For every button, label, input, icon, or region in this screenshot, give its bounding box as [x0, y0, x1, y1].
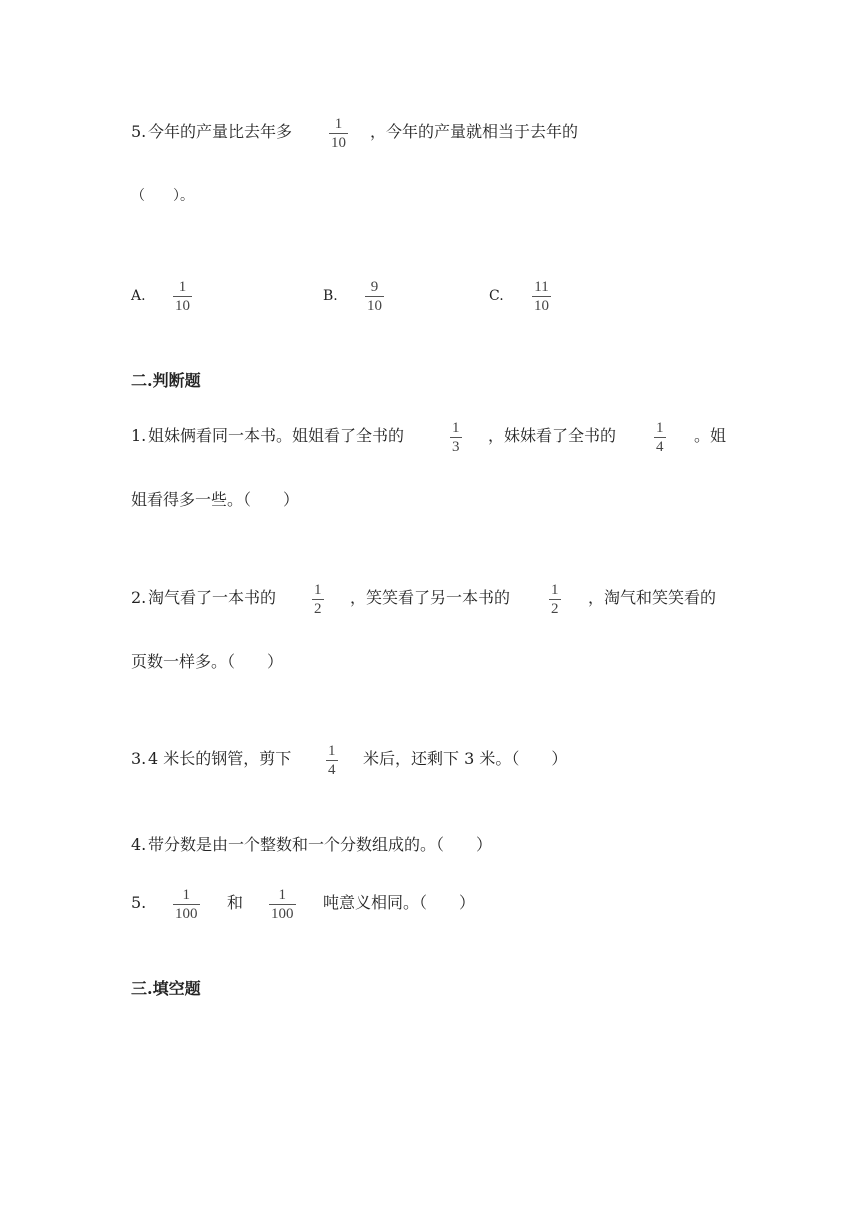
option-label-b: B. — [323, 288, 338, 304]
question-text: 带分数是由一个整数和一个分数组成的。（ ） — [148, 835, 493, 854]
fraction-numerator: 11 — [534, 279, 549, 295]
fraction-denominator: 10 — [367, 298, 382, 314]
question-number: 5. — [131, 122, 147, 141]
option-label-a: A. — [131, 288, 146, 304]
fraction-denominator: 10 — [175, 298, 190, 314]
fraction-denominator: 100 — [271, 906, 294, 922]
question-number: 5. — [131, 893, 147, 912]
fraction-denominator: 4 — [656, 439, 664, 455]
question-text: 页数一样多。（ ） — [131, 652, 284, 671]
fraction-denominator: 2 — [551, 601, 559, 617]
question-text: 吨意义相同。（ ） — [323, 893, 476, 912]
fraction — [549, 582, 561, 617]
fraction-numerator: 1 — [178, 279, 187, 295]
option-c-fraction — [532, 279, 551, 314]
question-text: 米后，还剩下 3 米。（ ） — [363, 749, 568, 768]
question-text: 4 米长的钢管，剪下 — [148, 749, 292, 768]
fraction — [312, 582, 324, 617]
question-text: ，淘气和笑笑看的 — [588, 588, 717, 607]
fraction — [450, 420, 462, 455]
question-text: ，妹妹看了全书的 — [488, 426, 617, 445]
fraction-numerator: 1 — [551, 582, 559, 598]
option-a-fraction — [173, 279, 192, 314]
question-number: 4. — [131, 835, 147, 854]
fraction — [269, 887, 296, 922]
question-number: 1. — [131, 426, 147, 445]
section-title: 二.判断题 — [131, 371, 201, 390]
question-text: 姐妹俩看同一本书。姐姐看了全书的 — [148, 426, 405, 445]
fraction-denominator: 10 — [534, 298, 549, 314]
section-title: 三.填空题 — [131, 979, 201, 998]
fraction — [173, 887, 200, 922]
fraction-denominator: 10 — [331, 135, 346, 151]
option-label-c: C. — [489, 288, 504, 304]
question-text: 淘气看了一本书的 — [148, 588, 277, 607]
fraction-numerator: 1 — [334, 116, 343, 132]
fraction-numerator: 1 — [182, 887, 190, 903]
fraction-denominator: 4 — [328, 762, 336, 778]
fraction-numerator: 1 — [656, 420, 664, 436]
question-number: 3. — [131, 749, 147, 768]
fraction-numerator: 1 — [314, 582, 322, 598]
fraction-numerator: 1 — [278, 887, 286, 903]
question-text: ，今年的产量就相当于去年的 — [370, 122, 579, 141]
question-text: ，笑笑看了另一本书的 — [350, 588, 511, 607]
fraction — [326, 743, 338, 778]
fraction-numerator: 1 — [452, 420, 460, 436]
option-b-fraction — [365, 279, 384, 314]
question-number: 2. — [131, 588, 147, 607]
fraction — [329, 116, 348, 151]
question-text: 。姐 — [694, 426, 727, 445]
question-text: 今年的产量比去年多 — [148, 122, 293, 141]
fraction-denominator: 2 — [314, 601, 322, 617]
fraction-denominator: 100 — [175, 906, 198, 922]
answer-blank: （ ）。 — [131, 188, 194, 204]
fraction-numerator: 9 — [370, 279, 379, 295]
fraction-denominator: 3 — [452, 439, 460, 455]
fraction — [654, 420, 666, 455]
question-text: 和 — [227, 893, 244, 912]
fraction-numerator: 1 — [328, 743, 336, 759]
question-text: 姐看得多一些。（ ） — [131, 490, 300, 509]
